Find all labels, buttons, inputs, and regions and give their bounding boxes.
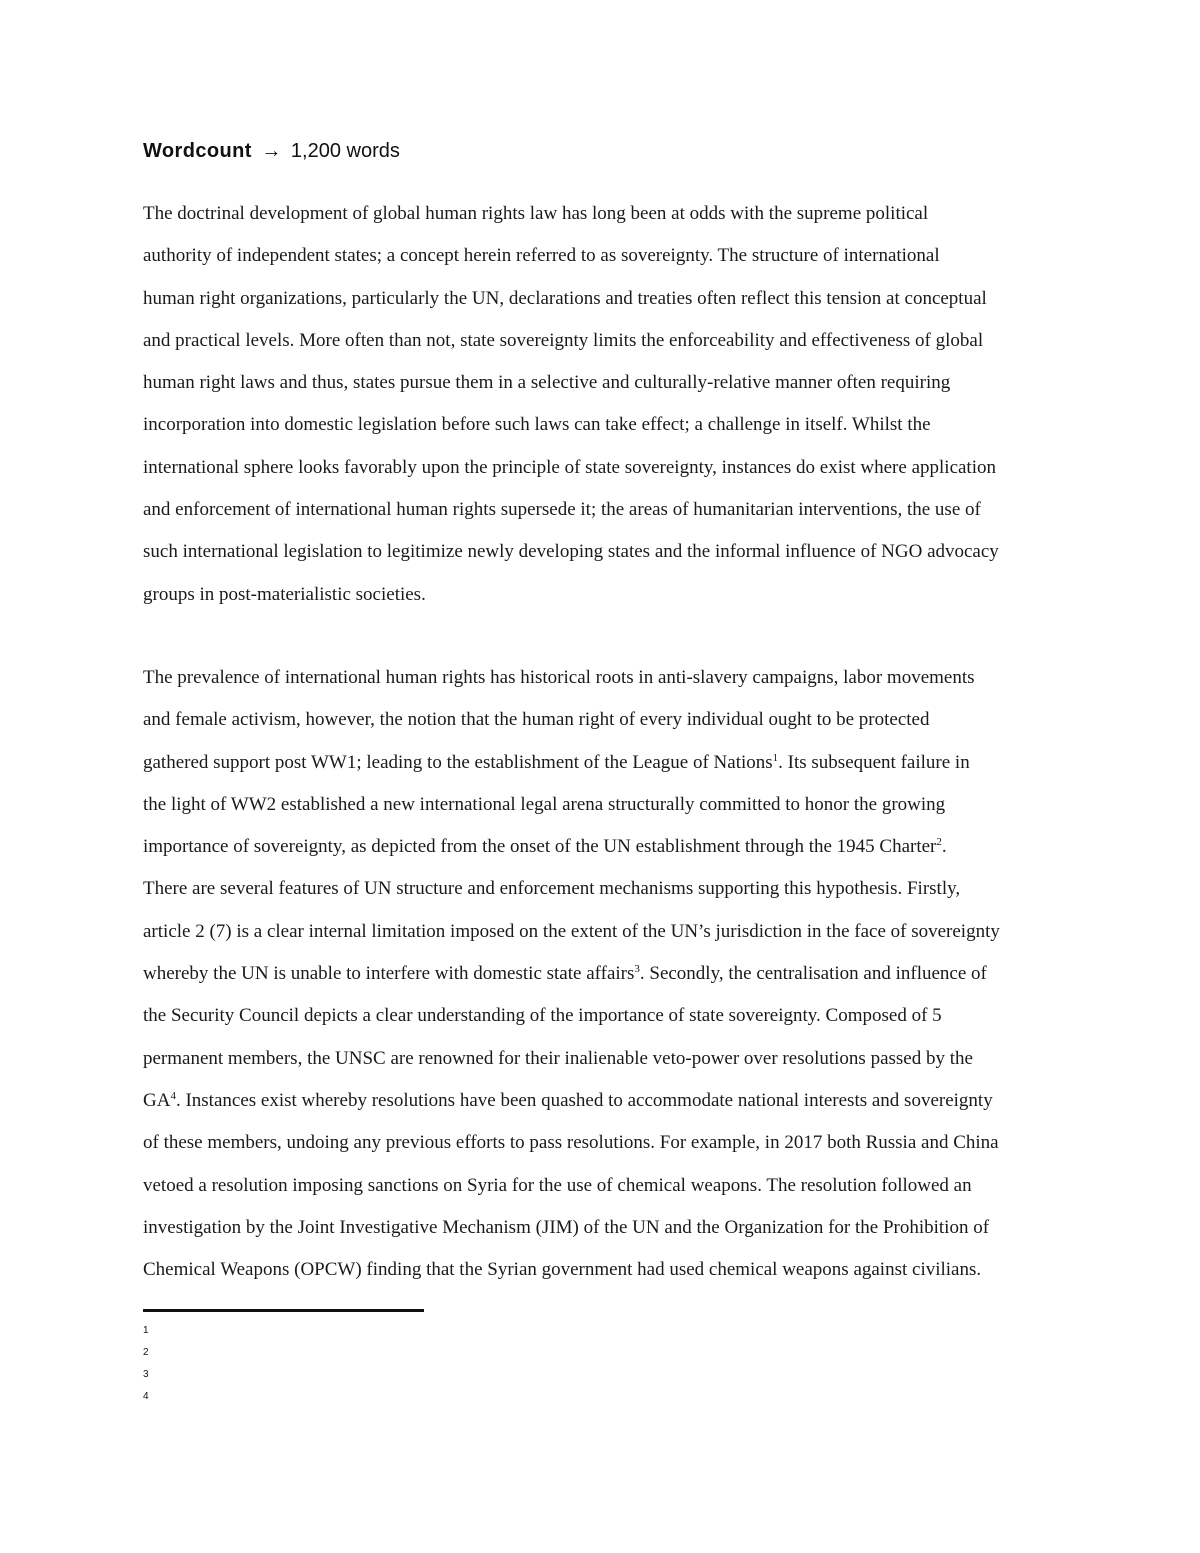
footnote-ref-4[interactable]: 4: [170, 1089, 176, 1102]
paragraph-line: There are several features of UN structure and enforcement mechanisms supporting this hypothesis. Firstly,: [143, 878, 961, 900]
line-text: gathered support post WW1; leading to the establishment of the League of Nations: [143, 751, 773, 773]
line-text: GA: [143, 1089, 171, 1111]
footnote-3: 3: [143, 1369, 149, 1380]
paragraph-line: investigation by the Joint Investigative Mechanism (JIM) of the UN and the Organization for the Prohibition of: [143, 1216, 990, 1238]
footnotes: [143, 1320, 149, 1408]
paragraph-line: Chemical Weapons (OPCW) finding that the Syrian government had used chemical weapons against civilians.: [143, 1259, 982, 1281]
paragraph-line: [143, 742, 1063, 784]
paragraph-line: and female activism, however, the notion that the human right of every individual ought to be protected: [143, 709, 930, 731]
line-text: . Its subsequent failure in: [778, 751, 970, 773]
paragraph-line: and practical levels. More often than not, state sovereignty limits the enforceability and effectiveness of global: [143, 329, 984, 351]
paragraph-2: [143, 657, 1063, 1291]
paragraph-line: [143, 826, 1063, 868]
paragraph-line: the Security Council depicts a clear understanding of the importance of state sovereignty. Composed of 5: [143, 1005, 942, 1027]
paragraph-line: The prevalence of international human rights has historical roots in anti-slavery campaigns, labor movements: [143, 667, 975, 688]
paragraph-line: authority of independent states; a concept herein referred to as sovereignty. The structure of international: [143, 245, 940, 267]
footnote-2: 2: [143, 1347, 149, 1358]
footnote-4: 4: [143, 1391, 149, 1402]
paragraph-line: international sphere looks favorably upon the principle of state sovereignty, instances do exist where application: [143, 456, 996, 478]
paragraph-1: [143, 193, 1063, 616]
paragraph-line: permanent members, the UNSC are renowned for their inalienable veto-power over resolutions passed by the: [143, 1047, 973, 1069]
paragraph-line: The doctrinal development of global human rights law has long been at odds with the supreme political: [143, 203, 929, 224]
line-text: . Secondly, the centralisation and influence of: [639, 963, 987, 985]
paragraph-line: [143, 1080, 1063, 1122]
wordcount-heading: [143, 140, 400, 163]
footnote-ref-3[interactable]: 3: [634, 963, 640, 976]
paragraph-line: [143, 953, 1063, 995]
paragraph-line: the light of WW2 established a new international legal arena structurally committed to honor the growing: [143, 793, 946, 815]
arrow-icon: →: [261, 140, 282, 162]
wordcount-label: Wordcount: [143, 140, 252, 162]
paragraph-line: incorporation into domestic legislation before such laws can take effect; a challenge in itself. Whilst the: [143, 414, 931, 436]
paragraph-line: human right organizations, particularly the UN, declarations and treaties often reflect this tension at conceptual: [143, 287, 987, 309]
paragraph-line: article 2 (7) is a clear internal limitation imposed on the extent of the UN’s jurisdiction in the face of sovereignty: [143, 920, 1000, 942]
footnote-divider: [143, 1309, 424, 1312]
line-text: .: [941, 836, 947, 858]
paragraph-line: human right laws and thus, states pursue them in a selective and culturally-relative manner often requiring: [143, 372, 951, 394]
wordcount-value: 1,200 words: [290, 140, 400, 162]
line-text: importance of sovereignty, as depicted from the onset of the UN establishment through the 1945 Charter: [143, 836, 937, 858]
footnote-ref-2[interactable]: 2: [936, 836, 942, 849]
paragraph-line: vetoed a resolution imposing sanctions on Syria for the use of chemical weapons. The resolution followed an: [143, 1174, 972, 1196]
line-text: whereby the UN is unable to interfere with domestic state affairs: [143, 963, 635, 985]
paragraph-line: groups in post-materialistic societies.: [143, 583, 426, 605]
paragraph-line: and enforcement of international human rights supersede it; the areas of humanitarian interventions, the use of: [143, 499, 981, 521]
footnote-ref-1[interactable]: 1: [772, 751, 779, 764]
paragraph-line: of these members, undoing any previous efforts to pass resolutions. For example, in 2017 both Russia and China: [143, 1132, 999, 1154]
line-text: . Instances exist whereby resolutions have been quashed to accommodate national interests and sovereignty: [175, 1089, 993, 1111]
paragraph-line: such international legislation to legitimize newly developing states and the informal influence of NGO advocacy: [143, 541, 999, 563]
footnote-1: 1: [143, 1325, 149, 1336]
